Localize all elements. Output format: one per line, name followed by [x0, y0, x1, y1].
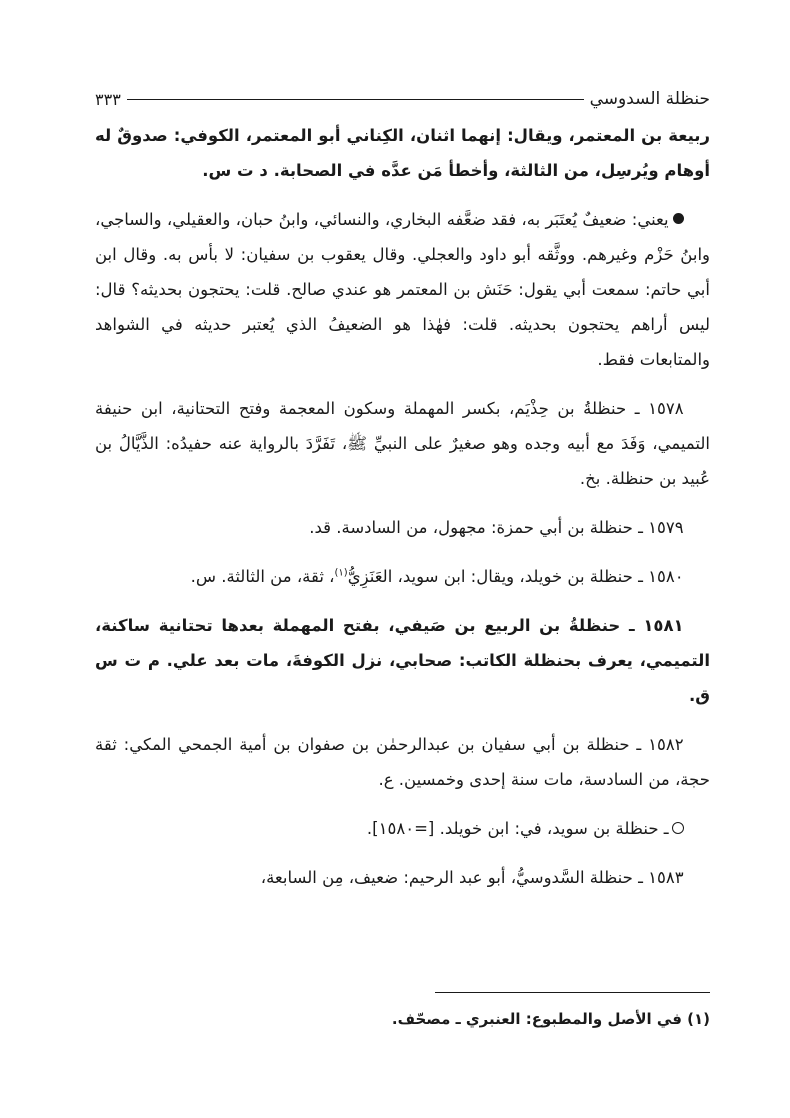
entry-1580 [95, 559, 710, 594]
header-rule [127, 99, 584, 100]
paragraph-text: ١٥٨٣ ـ حنظلة السَّدوسيُّ، أبو عبد الرحيم: ضعيف، مِن السابعة، [260, 868, 684, 887]
paragraph-text-rest: ، ثقة، من الثالثة. س. [190, 567, 335, 586]
paragraph-text: ١٥٨٠ ـ حنظلة بن خويلد، ويقال: ابن سويد، العَنَزِيُّ [347, 567, 684, 586]
header-title: حنظلة السدوسي [589, 89, 710, 109]
paragraph-text: ـ حنظلة بن سويد، في: ابن خويلد. [=١٥٨٠]. [366, 819, 669, 838]
cross-reference [95, 811, 710, 846]
paragraph-text: يعني: ضعيفٌ يُعتَبَر به، فقد ضعَّفه البخاري، والنسائي، وابنُ حبان، والعقيلي، والساجي، وابنُ حَزْم وغيرهم. ووثَّقه أبو داود والعجلي. وقال يعقوب بن سفيان: لا بأس به. وقال ابن أبي حاتم: سمعت أبي يقول: حَنَش بن المعتمر هو عندي صالح. قلت: يحتجون بحديثه؟ قال: ليس أراهم يحتجون بحديثه. قلت: فهٰذا هو الضعيفُ الذي يُعتبر حديثه في الشواهد والمتابعات فقط. [95, 210, 710, 369]
page-number: ٣٣٣ [95, 89, 121, 109]
entry-1582 [95, 727, 710, 797]
entry-1578 [95, 391, 710, 496]
footnote-divider [435, 992, 710, 993]
entry-1579 [95, 510, 710, 545]
hollow-circle-icon [672, 822, 684, 834]
paragraph-continuation [95, 118, 710, 188]
filled-circle-icon [673, 213, 684, 224]
entry-1583 [95, 860, 710, 895]
paragraph-text: ١٥٨٢ ـ حنظلة بن أبي سفيان بن عبدالرحمٰن بن صفوان بن أمية الجمحي المكي: ثقة حجة، من السادسة، مات سنة إحدى وخمسين. ع. [95, 735, 710, 789]
paragraph-text: ١٥٧٩ ـ حنظلة بن أبي حمزة: مجهول، من السادسة. قد. [309, 518, 684, 537]
paragraph-text: ١٥٨١ ـ حنظلةُ بن الربيع بن صَيفي، بفتح المهملة بعدها تحتانية ساكنة، التميمي، يعرف بحنظلة الكاتب: صحابي، نزل الكوفةَ، مات بعد علي. م ت س ق. [95, 616, 710, 705]
running-header [95, 84, 710, 114]
entry-1581 [95, 608, 710, 713]
footnote-text: (١) في الأصل والمطبوع: العنبري ـ مصحّف. [391, 1010, 710, 1028]
paragraph-commentary [95, 202, 710, 377]
footnote-marker: (١) [334, 567, 348, 579]
book-page [95, 70, 710, 1070]
page-body [95, 118, 710, 909]
footnote [95, 1006, 710, 1032]
paragraph-text: ١٥٧٨ ـ حنظلةُ بن حِذْيَم، بكسر المهملة وسكون المعجمة وفتح التحتانية، ابن حنيفة التميمي، وَفَدَ مع أبيه وجده وهو صغيرٌ على النبيِّ ﷺ، تَفَرَّدَ بالرواية عنه حفيدُه: الذَّيَّالُ بن عُبيد بن حنظلة. بخ. [95, 399, 710, 488]
paragraph-text: ربيعة بن المعتمر، ويقال: إنهما اثنان، الكِناني أبو المعتمر، الكوفي: صدوقٌ له أوهام ويُرسِل، من الثالثة، وأخطأ مَن عدَّه في الصحابة. د ت س. [95, 126, 710, 180]
